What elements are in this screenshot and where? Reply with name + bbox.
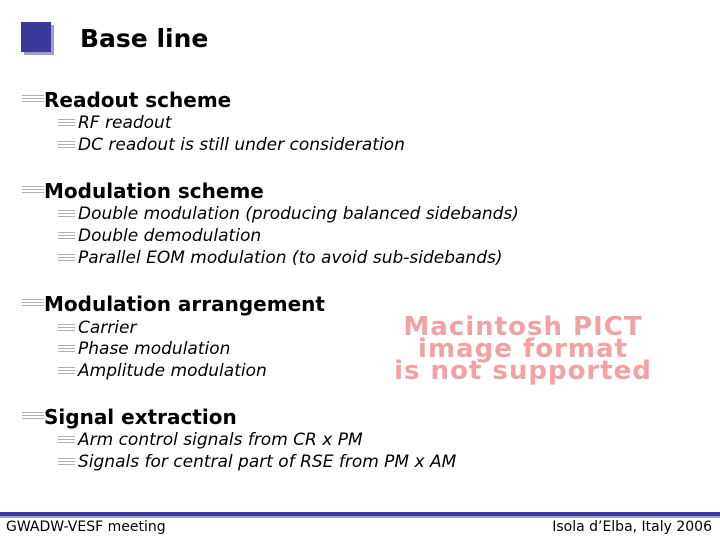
placeholder-line: image format [418,334,628,364]
bullet-icon [22,299,44,307]
placeholder-line: Macintosh PICT [403,312,643,342]
sub-bullet-icon [58,254,75,261]
section-heading-readout: Readout scheme [44,88,232,112]
sub-bullet-icon [58,367,75,374]
sub-bullet-icon [58,119,75,126]
unsupported-image-placeholder [342,312,704,386]
list-item: Double modulation (producing balanced sidebands) [78,204,519,224]
sub-bullet-icon [58,141,75,148]
bullet-icon [22,186,44,194]
sub-bullet-icon [58,436,75,443]
bullet-icon [22,412,44,420]
slide-title: Base line [80,24,209,53]
section-heading-modulation-scheme: Modulation scheme [44,179,264,203]
placeholder-line: is not supported [394,356,652,386]
list-item: Parallel EOM modulation (to avoid sub-sidebands) [78,248,503,268]
title-square-icon [21,22,51,52]
sub-bullet-icon [58,324,75,331]
section-heading-signal-extraction: Signal extraction [44,405,237,429]
list-item: DC readout is still under consideration [78,135,405,155]
sub-bullet-icon [58,458,75,465]
sub-bullet-icon [58,232,75,239]
sub-bullet-icon [58,345,75,352]
footer-divider-shadow [0,516,720,518]
footer-location-date: Isola d’Elba, Italy 2006 [552,519,712,535]
list-item: RF readout [78,113,172,133]
list-item: Amplitude modulation [78,361,267,381]
sub-bullet-icon [58,210,75,217]
footer-meeting-name: GWADW-VESF meeting [6,519,166,535]
list-item: Phase modulation [78,339,231,359]
list-item: Signals for central part of RSE from PM x AM [78,452,457,472]
list-item: Carrier [78,318,137,338]
section-heading-modulation-arrangement: Modulation arrangement [44,292,325,316]
list-item: Arm control signals from CR x PM [78,430,363,450]
list-item: Double demodulation [78,226,262,246]
bullet-icon [22,95,44,103]
